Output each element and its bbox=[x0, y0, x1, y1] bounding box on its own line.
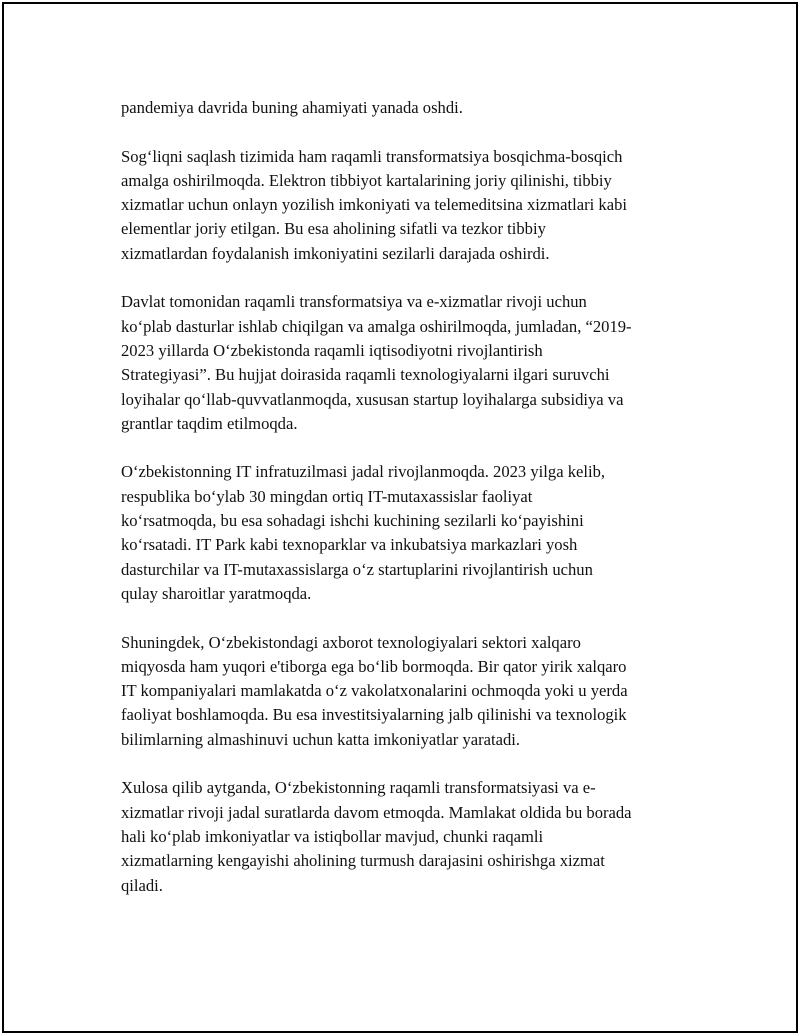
text-line: ko‘plab dasturlar ishlab chiqilgan va amalga oshirilmoqda, jumladan, “2019- bbox=[121, 316, 632, 336]
text-line: hali ko‘plab imkoniyatlar va istiqbollar mavjud, chunki raqamli bbox=[121, 826, 544, 846]
paragraph-4 bbox=[121, 460, 699, 606]
document-body bbox=[121, 96, 699, 922]
text-line: respublika bo‘ylab 30 mingdan ortiq IT-mutaxassislar faoliyat bbox=[121, 486, 533, 506]
text-line: faoliyat boshlamoqda. Bu esa investitsiyalarning jalb qilinishi va texnologik bbox=[121, 705, 627, 725]
paragraph-3 bbox=[121, 290, 699, 436]
text-line: pandemiya davrida buning ahamiyati yanada oshdi. bbox=[121, 98, 463, 117]
text-line: elementlar joriy etilgan. Bu esa aholining sifatli va tezkor tibbiy bbox=[121, 219, 546, 239]
text-line: Shuningdek, O‘zbekistondagi axborot texnologiyalari sektori xalqaro bbox=[121, 632, 581, 652]
text-line: ko‘rsatadi. IT Park kabi texnoparklar va inkubatsiya markazlari yosh bbox=[121, 535, 578, 555]
text-line: xizmatlar uchun onlayn yozilish imkoniyati va telemeditsina xizmatlari kabi bbox=[121, 195, 627, 215]
text-line: 2023 yillarda O‘zbekistonda raqamli iqtisodiyotni rivojlantirish bbox=[121, 340, 543, 360]
text-line: miqyosda ham yuqori e'tiborga ega bo‘lib bormoqda. Bir qator yirik xalqaro bbox=[121, 656, 627, 676]
document-page bbox=[2, 2, 798, 1033]
text-line: qiladi. bbox=[121, 875, 163, 895]
text-line: dasturchilar va IT-mutaxassislarga o‘z startuplarini rivojlantirish uchun bbox=[121, 559, 593, 579]
text-line: Davlat tomonidan raqamli transformatsiya va e-xizmatlar rivoji uchun bbox=[121, 292, 587, 312]
text-line: xizmatlarning kengayishi aholining turmush darajasini oshirishga xizmat bbox=[121, 851, 605, 871]
text-line: loyihalar qo‘llab-quvvatlanmoqda, xususan startup loyihalarga subsidiya va bbox=[121, 389, 624, 409]
text-line: xizmatlardan foydalanish imkoniyatini sezilarli darajada oshirdi. bbox=[121, 243, 550, 263]
text-line: Strategiyasi”. Bu hujjat doirasida raqamli texnologiyalarni ilgari suruvchi bbox=[121, 365, 610, 385]
paragraph-1 bbox=[121, 96, 699, 120]
text-line: Xulosa qilib aytganda, O‘zbekistonning raqamli transformatsiyasi va e- bbox=[121, 778, 596, 798]
text-line: qulay sharoitlar yaratmoqda. bbox=[121, 583, 312, 603]
text-line: amalga oshirilmoqda. Elektron tibbiyot kartalarining joriy qilinishi, tibbiy bbox=[121, 170, 612, 190]
text-line: IT kompaniyalari mamlakatda o‘z vakolatxonalarini ochmoqda yoki u yerda bbox=[121, 681, 628, 701]
text-line: Sog‘liqni saqlash tizimida ham raqamli transformatsiya bosqichma-bosqich bbox=[121, 146, 623, 166]
paragraph-5 bbox=[121, 631, 699, 752]
text-line: ko‘rsatmoqda, bu esa sohadagi ishchi kuchining sezilarli ko‘payishini bbox=[121, 511, 584, 531]
paragraph-2 bbox=[121, 145, 699, 266]
text-line: O‘zbekistonning IT infratuzilmasi jadal rivojlanmoqda. 2023 yilga kelib, bbox=[121, 462, 606, 482]
paragraph-6 bbox=[121, 776, 699, 897]
text-line: grantlar taqdim etilmoqda. bbox=[121, 413, 298, 433]
text-line: bilimlarning almashinuvi uchun katta imkoniyatlar yaratadi. bbox=[121, 729, 521, 749]
text-line: xizmatlar rivoji jadal suratlarda davom etmoqda. Mamlakat oldida bu borada bbox=[121, 802, 632, 822]
